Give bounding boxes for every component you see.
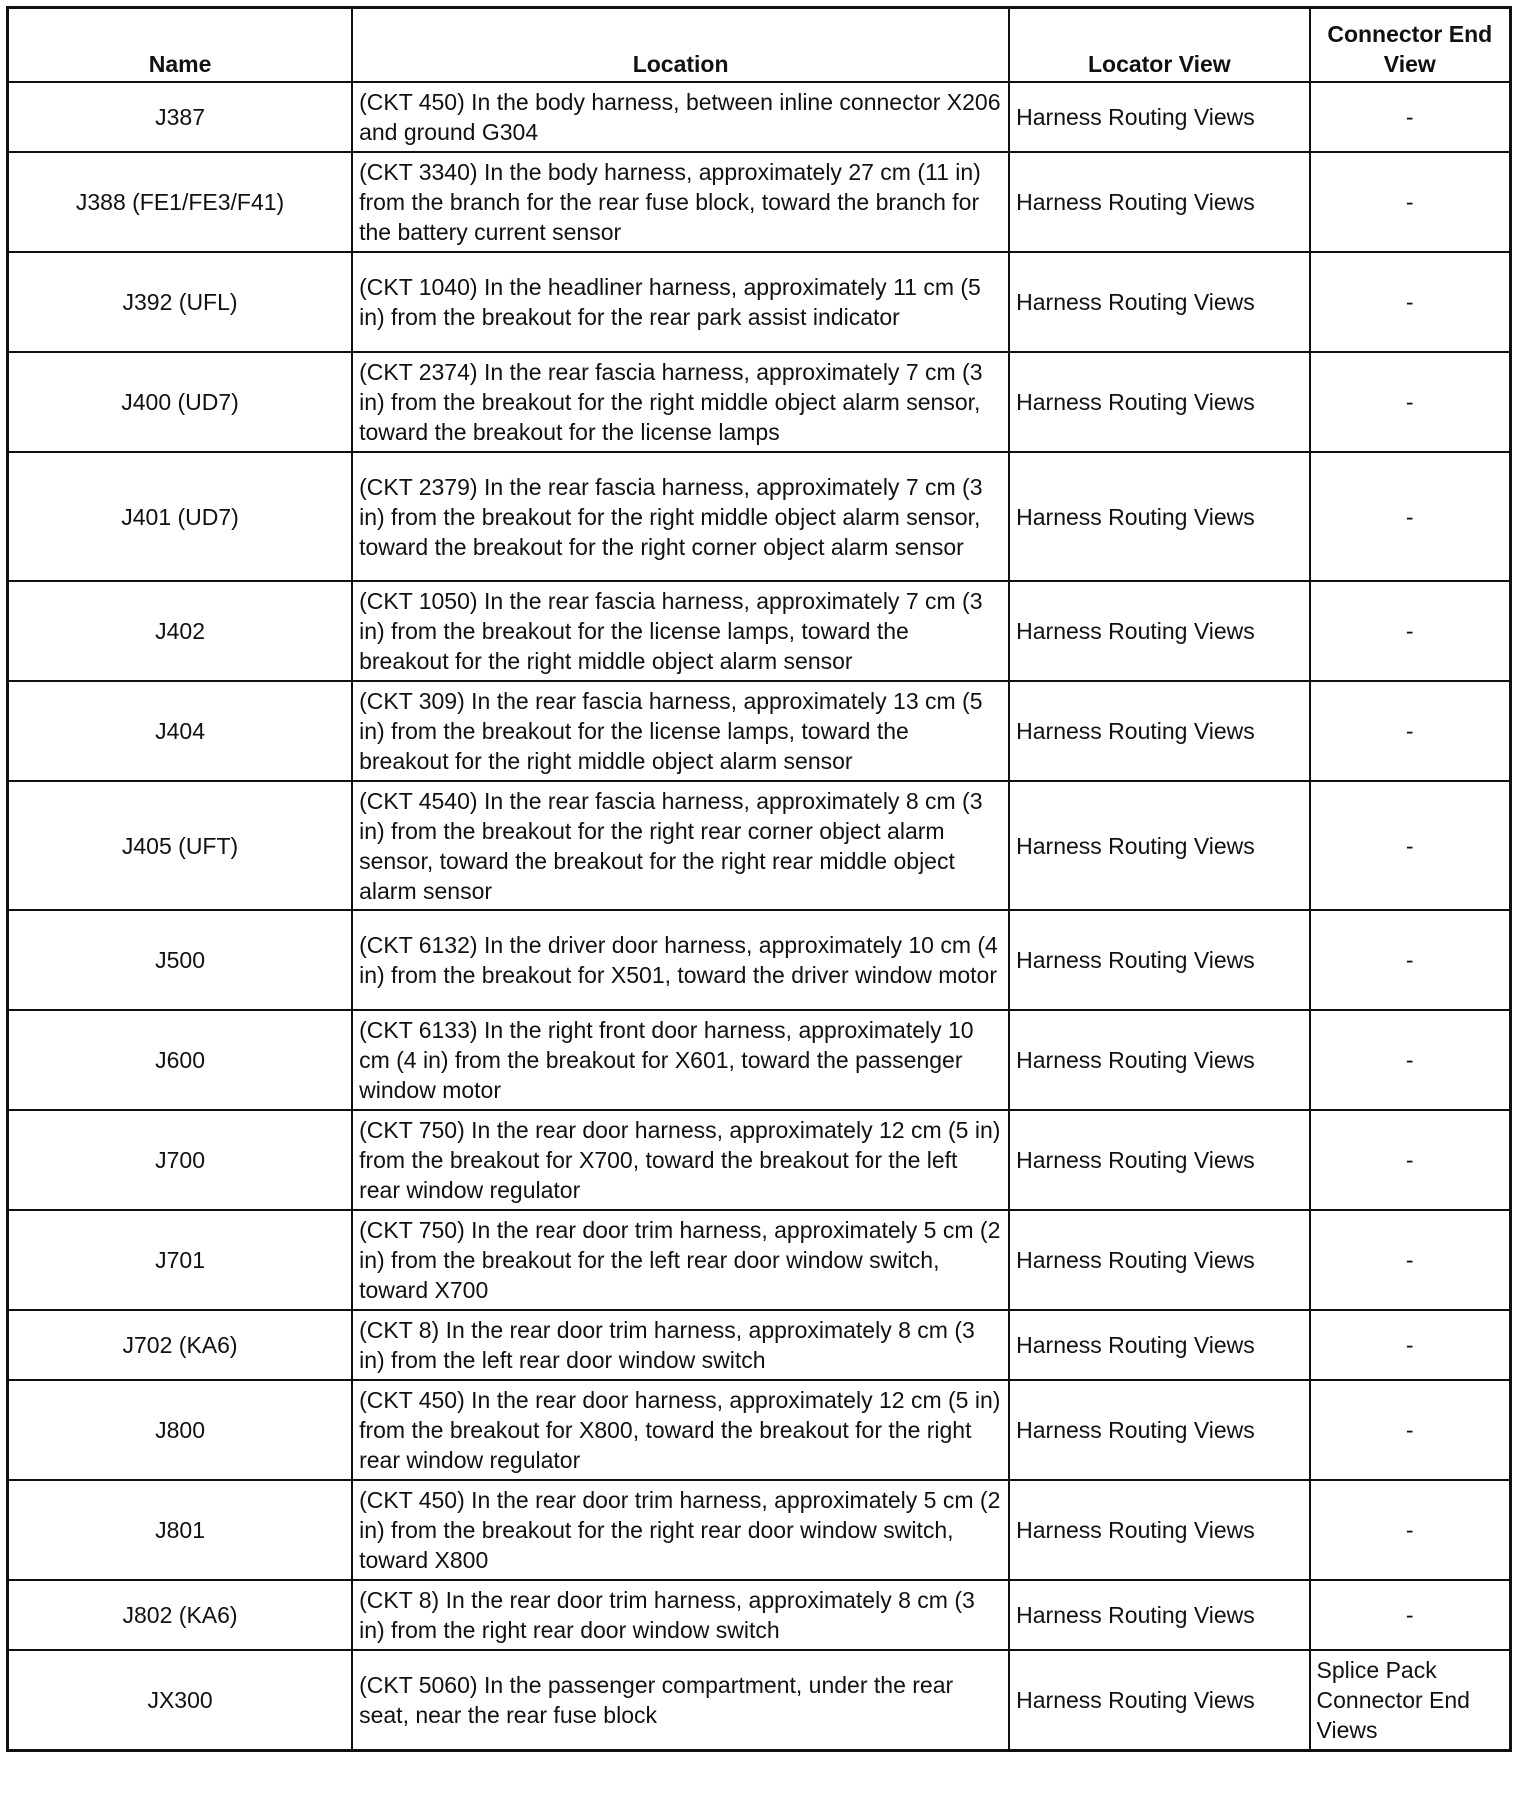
table-row — [8, 681, 1511, 781]
locator-view-link[interactable]: Harness Routing Views — [1009, 1010, 1309, 1110]
connector-end-view: - — [1310, 152, 1511, 252]
connector-end-view: - — [1310, 452, 1511, 581]
splice-location: (CKT 6133) In the right front door harness, approximately 10 cm (4 in) from the breakout for X601, toward the passenger window motor — [352, 1010, 1009, 1110]
table-row — [8, 1110, 1511, 1210]
splice-location-table — [6, 6, 1512, 1752]
splice-location: (CKT 450) In the rear door harness, approximately 12 cm (5 in) from the breakout for X800, toward the breakout for the right rear window regulator — [352, 1380, 1009, 1480]
splice-location: (CKT 750) In the rear door trim harness, approximately 5 cm (2 in) from the breakout for the left rear door window switch, toward X700 — [352, 1210, 1009, 1310]
table-row — [8, 1010, 1511, 1110]
connector-end-view: - — [1310, 681, 1511, 781]
connector-end-view-link[interactable]: Splice Pack Connector End Views — [1310, 1650, 1511, 1751]
table-row — [8, 452, 1511, 581]
connector-end-view: - — [1310, 1010, 1511, 1110]
table-row — [8, 1310, 1511, 1380]
table-row — [8, 910, 1511, 1010]
splice-location: (CKT 309) In the rear fascia harness, approximately 13 cm (5 in) from the breakout for the license lamps, toward the breakout for the right middle object alarm sensor — [352, 681, 1009, 781]
header-location: Location — [352, 8, 1009, 83]
splice-name: J500 — [8, 910, 353, 1010]
connector-end-view: - — [1310, 1110, 1511, 1210]
splice-name: JX300 — [8, 1650, 353, 1751]
splice-location: (CKT 3340) In the body harness, approximately 27 cm (11 in) from the branch for the rear fuse block, toward the branch for the battery current sensor — [352, 152, 1009, 252]
table-row — [8, 1380, 1511, 1480]
splice-location: (CKT 1040) In the headliner harness, approximately 11 cm (5 in) from the breakout for the rear park assist indicator — [352, 252, 1009, 352]
locator-view-link[interactable]: Harness Routing Views — [1009, 1110, 1309, 1210]
locator-view-link[interactable]: Harness Routing Views — [1009, 452, 1309, 581]
splice-name: J402 — [8, 581, 353, 681]
table-row — [8, 82, 1511, 152]
splice-name: J801 — [8, 1480, 353, 1580]
connector-end-view: - — [1310, 82, 1511, 152]
table-row — [8, 581, 1511, 681]
splice-location: (CKT 2374) In the rear fascia harness, approximately 7 cm (3 in) from the breakout for the right middle object alarm sensor, toward the breakout for the license lamps — [352, 352, 1009, 452]
splice-location: (CKT 6132) In the driver door harness, approximately 10 cm (4 in) from the breakout for X501, toward the driver window motor — [352, 910, 1009, 1010]
connector-end-view: - — [1310, 252, 1511, 352]
connector-end-view: - — [1310, 781, 1511, 910]
splice-name: J400 (UD7) — [8, 352, 353, 452]
locator-view-link[interactable]: Harness Routing Views — [1009, 1650, 1309, 1751]
table-row — [8, 781, 1511, 910]
splice-name: J404 — [8, 681, 353, 781]
splice-name: J401 (UD7) — [8, 452, 353, 581]
splice-name: J388 (FE1/FE3/F41) — [8, 152, 353, 252]
locator-view-link[interactable]: Harness Routing Views — [1009, 252, 1309, 352]
locator-view-link[interactable]: Harness Routing Views — [1009, 581, 1309, 681]
splice-location: (CKT 8) In the rear door trim harness, approximately 8 cm (3 in) from the left rear door window switch — [352, 1310, 1009, 1380]
locator-view-link[interactable]: Harness Routing Views — [1009, 1480, 1309, 1580]
locator-view-link[interactable]: Harness Routing Views — [1009, 1310, 1309, 1380]
splice-name: J800 — [8, 1380, 353, 1480]
connector-end-view: - — [1310, 1480, 1511, 1580]
table-row — [8, 1210, 1511, 1310]
connector-end-view: - — [1310, 1380, 1511, 1480]
splice-name: J405 (UFT) — [8, 781, 353, 910]
header-name: Name — [8, 8, 353, 83]
header-connector-end-view: Connector End View — [1310, 8, 1511, 83]
locator-view-link[interactable]: Harness Routing Views — [1009, 1380, 1309, 1480]
locator-view-link[interactable]: Harness Routing Views — [1009, 82, 1309, 152]
splice-name: J600 — [8, 1010, 353, 1110]
splice-location: (CKT 2379) In the rear fascia harness, approximately 7 cm (3 in) from the breakout for the right middle object alarm sensor, toward the breakout for the right corner object alarm sensor — [352, 452, 1009, 581]
locator-view-link[interactable]: Harness Routing Views — [1009, 352, 1309, 452]
splice-location: (CKT 750) In the rear door harness, approximately 12 cm (5 in) from the breakout for X700, toward the breakout for the left rear window regulator — [352, 1110, 1009, 1210]
connector-end-view: - — [1310, 1310, 1511, 1380]
splice-location-table-container — [6, 6, 1512, 1752]
locator-view-link[interactable]: Harness Routing Views — [1009, 781, 1309, 910]
splice-name: J392 (UFL) — [8, 252, 353, 352]
connector-end-view: - — [1310, 352, 1511, 452]
splice-location: (CKT 4540) In the rear fascia harness, approximately 8 cm (3 in) from the breakout for the right rear corner object alarm sensor, toward the breakout for the right rear middle object alarm sensor — [352, 781, 1009, 910]
splice-location: (CKT 8) In the rear door trim harness, approximately 8 cm (3 in) from the right rear door window switch — [352, 1580, 1009, 1650]
locator-view-link[interactable]: Harness Routing Views — [1009, 1580, 1309, 1650]
splice-location: (CKT 1050) In the rear fascia harness, approximately 7 cm (3 in) from the breakout for the license lamps, toward the breakout for the right middle object alarm sensor — [352, 581, 1009, 681]
locator-view-link[interactable]: Harness Routing Views — [1009, 152, 1309, 252]
table-row — [8, 352, 1511, 452]
splice-name: J700 — [8, 1110, 353, 1210]
splice-location: (CKT 450) In the rear door trim harness, approximately 5 cm (2 in) from the breakout for the right rear door window switch, toward X800 — [352, 1480, 1009, 1580]
splice-name: J702 (KA6) — [8, 1310, 353, 1380]
splice-location: (CKT 450) In the body harness, between inline connector X206 and ground G304 — [352, 82, 1009, 152]
header-locator-view: Locator View — [1009, 8, 1309, 83]
table-header-row — [8, 8, 1511, 83]
splice-name: J387 — [8, 82, 353, 152]
splice-location: (CKT 5060) In the passenger compartment, under the rear seat, near the rear fuse block — [352, 1650, 1009, 1751]
table-row — [8, 1650, 1511, 1751]
locator-view-link[interactable]: Harness Routing Views — [1009, 910, 1309, 1010]
table-row — [8, 1480, 1511, 1580]
locator-view-link[interactable]: Harness Routing Views — [1009, 681, 1309, 781]
connector-end-view: - — [1310, 581, 1511, 681]
splice-name: J802 (KA6) — [8, 1580, 353, 1650]
locator-view-link[interactable]: Harness Routing Views — [1009, 1210, 1309, 1310]
table-row — [8, 1580, 1511, 1650]
table-row — [8, 252, 1511, 352]
connector-end-view: - — [1310, 1580, 1511, 1650]
table-row — [8, 152, 1511, 252]
connector-end-view: - — [1310, 1210, 1511, 1310]
splice-name: J701 — [8, 1210, 353, 1310]
connector-end-view: - — [1310, 910, 1511, 1010]
